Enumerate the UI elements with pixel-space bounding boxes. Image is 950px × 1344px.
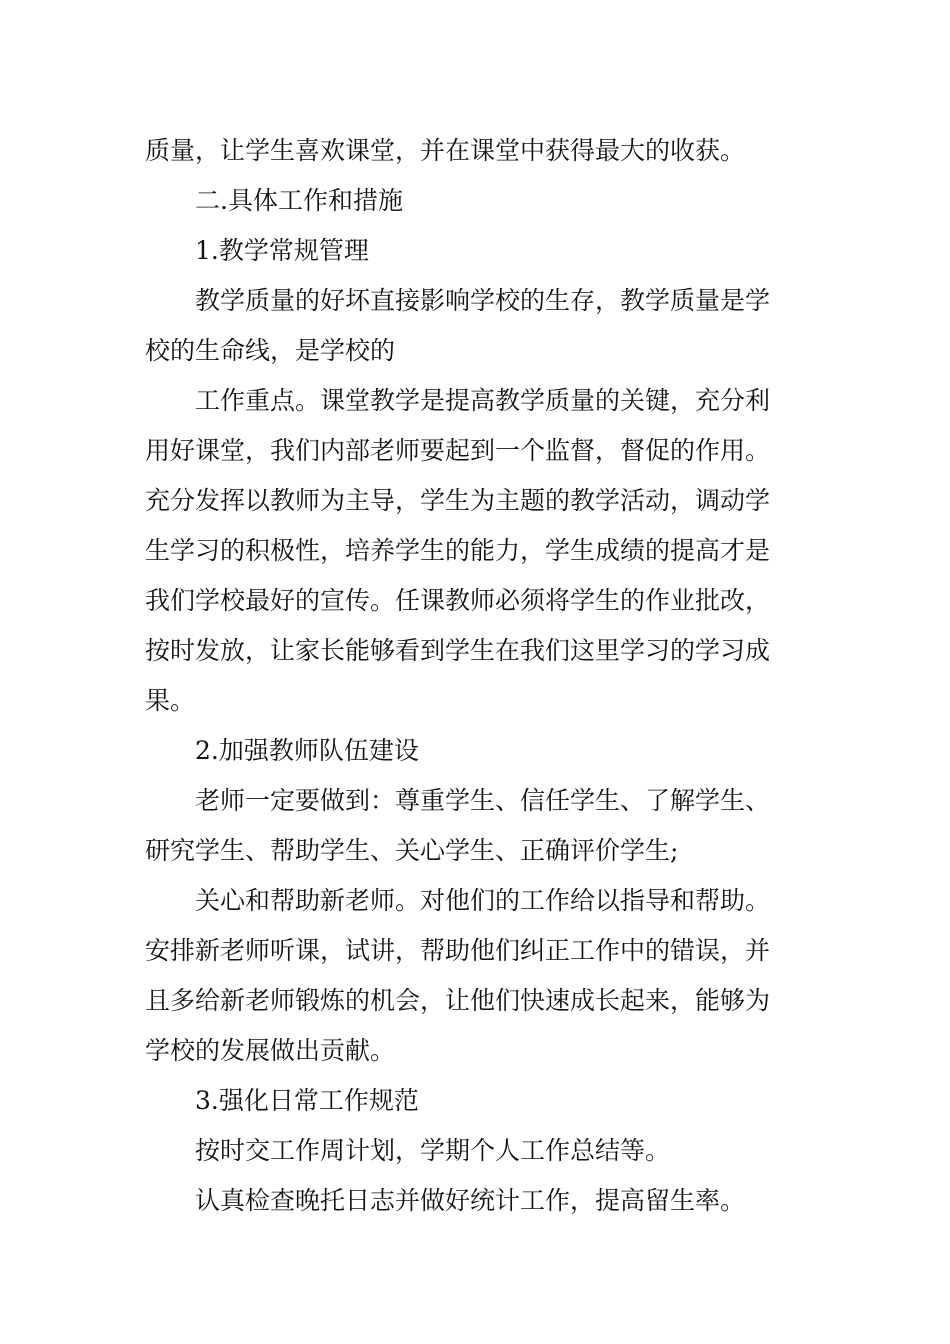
text-line: 2.加强教师队伍建设 [195, 736, 419, 765]
text-line: 二.具体工作和措施 [195, 186, 403, 215]
text-line: 3.强化日常工作规范 [195, 1086, 419, 1115]
text-line: 且多给新老师锻炼的机会，让他们快速成长起来，能够为 [145, 986, 771, 1015]
document-page [145, 126, 809, 1226]
text-line: 认真检查晚托日志并做好统计工作，提高留生率。 [195, 1186, 746, 1215]
text-line: 老师一定要做到：尊重学生、信任学生、了解学生、 [195, 786, 771, 815]
paragraph [145, 276, 809, 376]
text-line: 质量，让学生喜欢课堂，并在课堂中获得最大的收获。 [145, 136, 746, 165]
text-line: 学校的发展做出贡献。 [145, 1036, 396, 1065]
text-line: 关心和帮助新老师。对他们的工作给以指导和帮助。 [195, 886, 771, 915]
text-line: 按时发放，让家长能够看到学生在我们这里学习的学习成 [145, 636, 771, 665]
text-line: 校的生命线，是学校的 [145, 336, 396, 365]
text-line: 生学习的积极性，培养学生的能力，学生成绩的提高才是 [145, 536, 771, 565]
paragraph [145, 876, 809, 1076]
text-line: 果。 [145, 686, 196, 715]
text-line: 充分发挥以教师为主导，学生为主题的教学活动，调动学 [145, 486, 771, 515]
paragraph [145, 1126, 809, 1176]
section-heading [145, 176, 809, 226]
paragraph [145, 1176, 809, 1226]
subsection-heading [145, 1076, 809, 1126]
paragraph-continuation [145, 126, 809, 176]
text-line: 教学质量的好坏直接影响学校的生存，教学质量是学 [195, 286, 771, 315]
subsection-heading [145, 226, 809, 276]
text-line: 用好课堂，我们内部老师要起到一个监督，督促的作用。 [145, 436, 771, 465]
text-line: 我们学校最好的宣传。任课教师必须将学生的作业批改， [145, 586, 771, 615]
text-line: 按时交工作周计划，学期个人工作总结等。 [195, 1136, 671, 1165]
subsection-heading [145, 726, 809, 776]
paragraph [145, 776, 809, 876]
text-line: 研究学生、帮助学生、关心学生、正确评价学生; [145, 836, 679, 865]
paragraph [145, 376, 809, 726]
text-line: 1.教学常规管理 [195, 236, 369, 265]
text-line: 工作重点。课堂教学是提高教学质量的关键，充分利 [195, 386, 771, 415]
text-line: 安排新老师听课，试讲，帮助他们纠正工作中的错误，并 [145, 936, 771, 965]
